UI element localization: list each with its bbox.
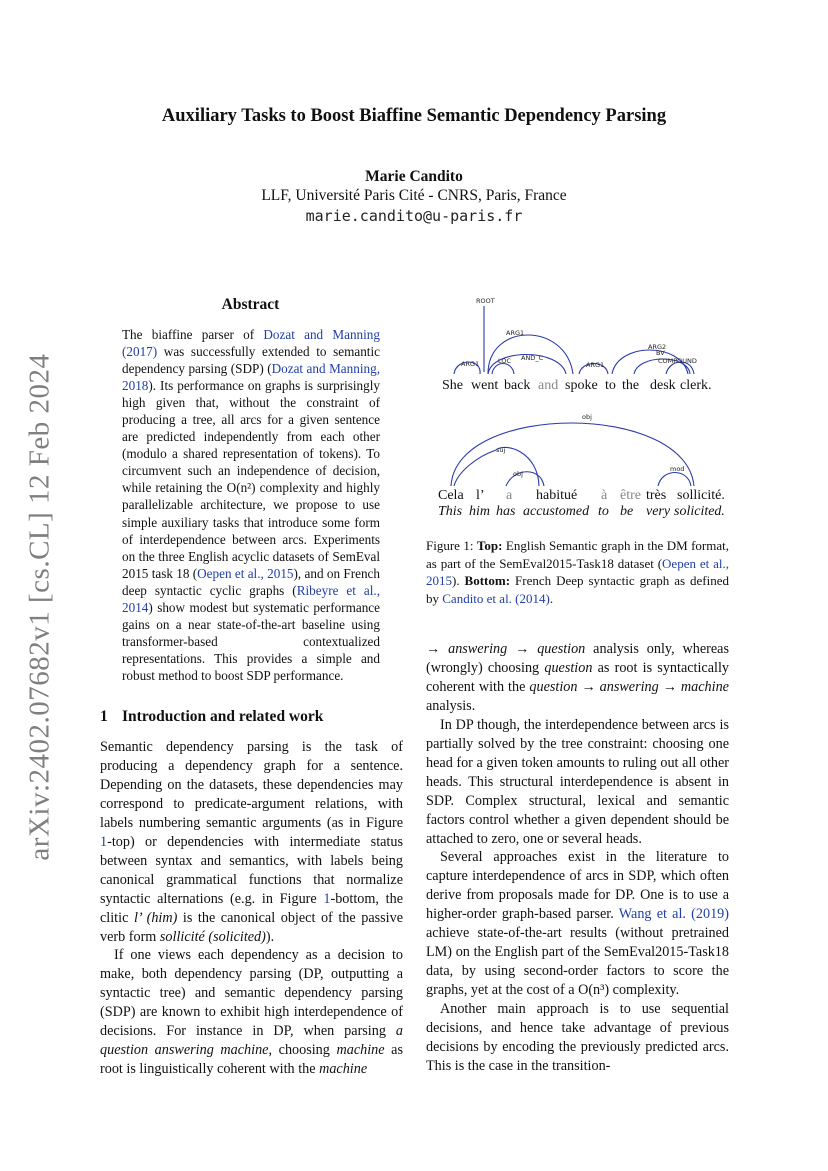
arxiv-sidebar: [22, 353, 58, 861]
arc-label: BV: [656, 349, 665, 357]
citation-link[interactable]: Dozat and Manning (2017): [122, 327, 380, 360]
section-title: Introduction and related work: [122, 708, 324, 725]
text: analysis.: [426, 697, 476, 714]
author-name: Marie Candito: [365, 168, 463, 185]
sentence-word: and: [538, 378, 559, 393]
sentence-word: clerk.: [680, 378, 712, 393]
paragraph: [100, 738, 403, 946]
citation-link[interactable]: Ribeyre et al., 2014: [122, 582, 381, 615]
text: -bottom, the clitic: [100, 890, 403, 926]
sentence-word: à: [601, 488, 608, 503]
gloss-word: solicited.: [674, 504, 725, 519]
sentence-word: to: [605, 378, 616, 393]
text: achieve state-of-the-art results (without pretrained LM) on the English part of the SemEval2015-Task18 data, by using second-order factors to score the graphs, yet at the cost of a O(n³) complexity.: [426, 925, 729, 999]
text: , choosing: [268, 1042, 337, 1059]
text: question: [544, 659, 593, 676]
author-affiliation: LLF, Université Paris Cité - CNRS, Paris, France: [261, 187, 567, 204]
text: machine: [319, 1061, 368, 1078]
caption-text: Bottom:: [464, 573, 511, 588]
gloss-word: has: [496, 504, 516, 519]
figure-ref-link[interactable]: 1: [100, 833, 108, 850]
text: question: [537, 641, 586, 657]
section-number: 1: [100, 708, 108, 725]
paragraph: Another main approach is to use sequential decisions, and hence take advantage of previous decisions by encoding the previously predicted arcs. This is the case in the transition-: [426, 1001, 729, 1074]
gloss-word: This: [438, 504, 463, 519]
arc-label: LOC: [498, 357, 512, 365]
paragraph: [426, 848, 729, 1000]
gloss-word: accustomed: [523, 504, 590, 519]
abstract-text: ), and on French deep syntactic cyclic graphs (: [122, 565, 380, 598]
arc-label: ARG1: [506, 329, 525, 337]
caption-text: English Semantic graph in the DM format, as part of the SemEval2015-Task18 dataset (: [426, 538, 729, 571]
text: is the canonical object of the passive verb form: [100, 909, 403, 945]
sentence-word: l’: [476, 488, 485, 503]
dependency-arc: [454, 450, 496, 486]
sentence-word: être: [620, 488, 641, 503]
text: as root is linguistically coherent with the: [100, 1042, 403, 1078]
sentence-word: très: [646, 488, 667, 503]
text: If one views each dependency as a decision to make, both dependency parsing (DP, outputting a syntactic tree) and semantic dependency parsing (SDP) are known to exhibit high interdependence of decisions. For instance in DP, when parsing: [100, 947, 403, 1040]
citation-link[interactable]: Wang et al. (2019): [618, 906, 729, 923]
text: answering: [448, 641, 508, 657]
intro-left-column: [100, 738, 403, 1079]
gloss-word: very: [646, 504, 671, 519]
text: question → answering → machine: [529, 678, 729, 695]
abstract-text: ) show modest but systematic performance gains on a near state-of-the-art baseline using transformer-based contextualized representations. This provides a simple and robust method to boost SDP performance.: [122, 599, 380, 683]
text: l’ (him): [133, 909, 178, 926]
text: Semantic dependency parsing is the task of producing a dependency graph for a sentence. Depending on the datasets, these dependencies may correspond to predicate-argument relations, with labels numbering semantic arguments (as in Figure: [100, 739, 403, 831]
text: →: [507, 641, 538, 657]
paragraph: In DP though, the interdependence between arcs is partially solved by the tree constraint: choosing one head for a given token amounts to ruling out all other heads. This structural interdependence is absent in SDP. Complex structural, lexical and semantic factors control whether a given dependent should be attached to zero, one or several heads.: [426, 716, 729, 847]
arc-label: ARG1: [586, 361, 605, 369]
sentence-word: a: [506, 488, 513, 503]
caption-text: French Deep syntactic graph as defined by: [426, 573, 729, 606]
abstract-text: was successfully extended to semantic dependency parsing (SDP) (: [122, 344, 380, 377]
figure-ref-link[interactable]: 1: [323, 890, 331, 907]
sentence-word: went: [471, 378, 499, 393]
abstract-text: The biaffine parser of: [122, 327, 264, 342]
arc-label: ROOT: [476, 297, 495, 305]
arc-label: ARG1: [461, 360, 480, 368]
dependency-arc: [492, 364, 514, 375]
citation-link[interactable]: Dozat and Manning, 2018: [122, 361, 380, 394]
gloss-word: him: [469, 504, 490, 519]
text: machine: [336, 1042, 385, 1059]
sentence-word: habitué: [536, 488, 578, 503]
text: analysis only, whereas (wrongly) choosing: [426, 641, 730, 676]
author-email[interactable]: marie.candito@u-paris.fr: [305, 207, 523, 225]
abstract-text: ). Its performance on graphs is surprisingly high given that, without the constraint of producing a tree, all arcs for a given sentence are predicted independently from each other (modulo a shared representation of tokens). To circumvent such an independence of decision, while retaining the O(n²) complexity and highly parallelizable architecture, we propose to use simple auxiliary tasks that introduce some form of interdependence between arcs. Experiments on the three English acyclic datasets of SemEval 2015 task 18 (: [122, 378, 380, 581]
sentence-word: desk: [650, 378, 676, 393]
figure-caption: [426, 537, 729, 607]
paper-title: Auxiliary Tasks to Boost Biaffine Semantic Dependency Parsing: [161, 106, 667, 126]
caption-text: ).: [452, 573, 465, 588]
sentence-word: Cela: [438, 488, 464, 503]
text: Several approaches exist in the literature to capture interdependence of arcs in SDP, which often derive from proposals made for DP. One is to use a higher-order graph-based parser.: [426, 849, 729, 923]
dependency-graphs: [426, 292, 734, 522]
gloss-word: to: [598, 504, 609, 519]
arc-label: AND_C: [521, 354, 544, 362]
caption-text: Figure 1:: [426, 538, 477, 553]
sentence-word: back: [504, 378, 531, 393]
arc-label: mod: [670, 465, 685, 473]
gloss-word: be: [620, 504, 634, 519]
abstract-heading: Abstract: [221, 296, 280, 313]
arc-label: obj: [513, 470, 523, 478]
paragraph: [426, 640, 729, 716]
caption-text: Top:: [476, 538, 503, 553]
text: ).: [265, 928, 275, 945]
caption-text: .: [549, 590, 554, 606]
text: -top) or dependencies with intermediate status between syntax and semantics, with labels being canonical grammatical functions that normalize syntactic alternations (e.g. in Figure: [100, 833, 403, 907]
text: as root is syntactically coherent with the: [426, 659, 729, 695]
arc-label: suj: [496, 446, 506, 454]
citation-link[interactable]: Oepen et al., 2015: [426, 555, 729, 588]
text: →: [426, 641, 449, 657]
dependency-arc: [658, 473, 691, 487]
abstract-body: [122, 326, 380, 684]
citation-link[interactable]: Candito et al. (2014): [442, 590, 550, 606]
text: sollicité (solicited): [159, 928, 266, 945]
sentence-word: She: [442, 378, 463, 393]
arc-label: obj: [582, 413, 592, 421]
paragraph: [100, 946, 403, 1079]
dependency-arc: [451, 423, 694, 486]
sentence-word: sollicité.: [677, 488, 725, 503]
intro-right-column: [426, 640, 729, 1076]
sentence-word: spoke: [565, 378, 598, 393]
arc-label: ARG2: [648, 343, 667, 351]
text: a question answering machine: [100, 1023, 403, 1059]
section-heading: [100, 708, 323, 726]
sentence-word: the: [622, 378, 640, 393]
arxiv-identifier: arXiv:2402.07682v1 [cs.CL] 12 Feb 2024: [23, 353, 56, 861]
arc-label: COMPOUND: [658, 357, 697, 365]
figure-1: [426, 292, 734, 522]
citation-link[interactable]: Oepen et al., 2015: [197, 565, 294, 581]
